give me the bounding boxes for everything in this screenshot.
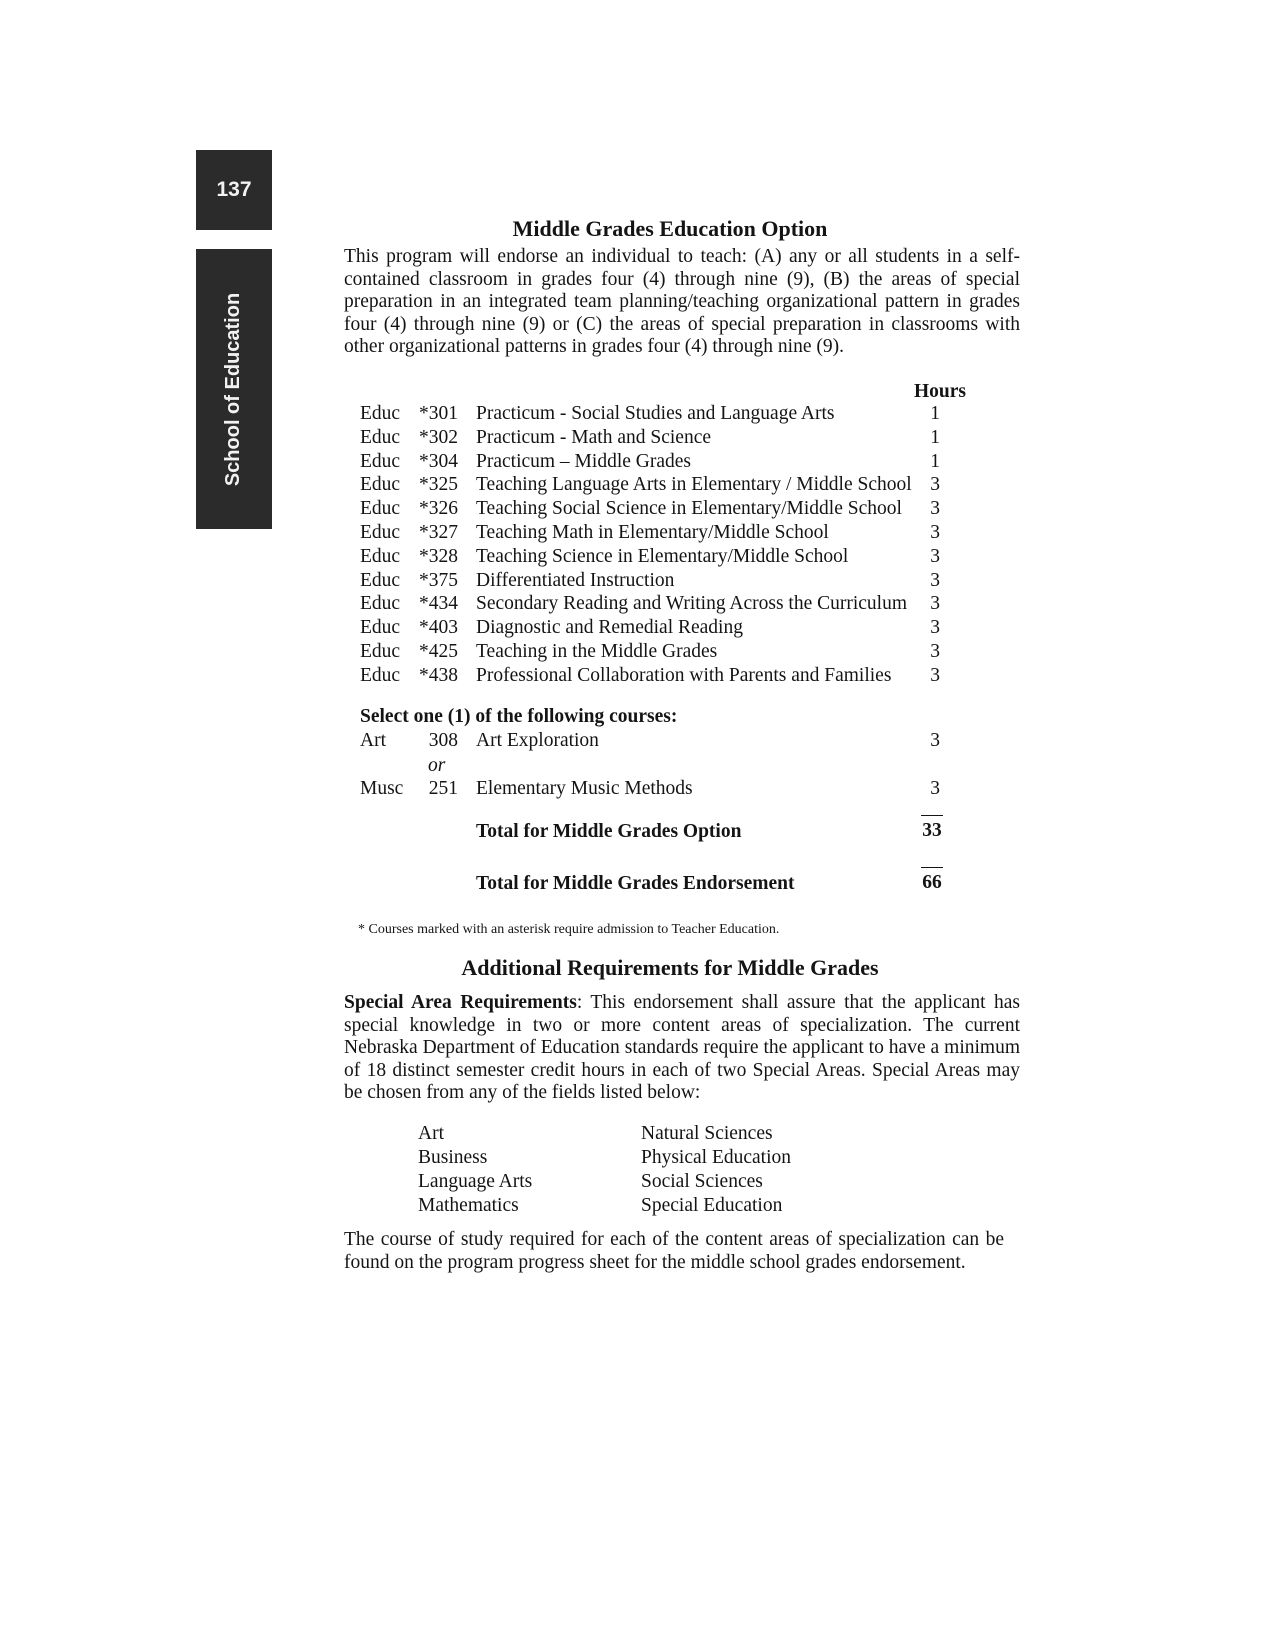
course-hours: 3	[930, 498, 940, 520]
course-title: Teaching Social Science in Elementary/Middle School	[476, 498, 902, 520]
total-option-value	[918, 815, 946, 842]
course-title: Professional Collaboration with Parents and Families	[476, 664, 892, 686]
course-number: *403	[419, 617, 458, 639]
course-hours: 1	[930, 403, 940, 424]
additional-heading: Additional Requirements for Middle Grades	[461, 955, 879, 980]
special-area-text: : This endorsement shall assure that the applicant has special knowledge in two or more content areas of specialization. The current Nebraska Department of Education standards require the applicant to have a minimum of 18 distinct semester credit hours in each of two Special Areas. Special Areas may be chosen from any of the fields listed below:	[344, 992, 1020, 1103]
page-number-tab	[196, 150, 272, 230]
course-number: *434	[419, 593, 458, 615]
course-hours: 3	[930, 730, 940, 751]
course-number: *438	[419, 664, 458, 686]
area-item: Natural Sciences	[641, 1123, 773, 1144]
course-dept: Educ	[360, 641, 401, 662]
area-item: Mathematics	[418, 1195, 519, 1216]
special-area-lead: Special Area Requirements	[344, 992, 577, 1013]
areas-left-column	[418, 1122, 532, 1218]
course-title: Practicum - Social Studies and Language Arts	[476, 403, 835, 424]
course-dept: Educ	[360, 498, 401, 520]
course-title: Elementary Music Methods	[476, 778, 693, 799]
course-title: Differentiated Instruction	[476, 569, 675, 591]
or-separator: or	[428, 755, 446, 776]
section-tab	[196, 249, 272, 529]
course-title: Teaching Math in Elementary/Middle School	[476, 522, 829, 543]
areas-right-column	[641, 1122, 791, 1218]
area-item: Business	[418, 1147, 488, 1168]
course-hours: 3	[930, 641, 940, 662]
asterisk-footnote: * Courses marked with an asterisk require admission to Teacher Education.	[358, 922, 780, 937]
course-dept: Art	[360, 730, 386, 751]
total-endorsement-label: Total for Middle Grades Endorsement	[476, 873, 795, 894]
course-number: 251	[428, 778, 458, 799]
area-item: Special Education	[641, 1195, 783, 1216]
course-number: *327	[419, 522, 458, 543]
course-dept: Educ	[360, 426, 401, 448]
course-hours: 3	[930, 569, 940, 591]
page-number: 137	[216, 178, 252, 201]
course-number: *425	[419, 641, 458, 662]
course-number: *301	[419, 403, 458, 424]
select-one-heading: Select one (1) of the following courses:	[360, 706, 678, 727]
course-dept: Educ	[360, 450, 401, 472]
course-number: *375	[419, 569, 458, 591]
course-dept: Educ	[360, 522, 401, 543]
course-title: Teaching Science in Elementary/Middle School	[476, 545, 849, 567]
course-title: Diagnostic and Remedial Reading	[476, 617, 743, 639]
course-hours: 3	[930, 545, 940, 567]
total-option-number: 33	[922, 820, 942, 841]
course-dept: Educ	[360, 474, 401, 496]
course-dept: Educ	[360, 593, 401, 615]
course-hours: 3	[930, 474, 940, 496]
intro-paragraph: This program will endorse an individual to teach: (A) any or all students in a self-contained classroom in grades four (4) through nine (9), (B) the areas of special preparation in an integrated team planning/teaching organizational pattern in grades four (4) through nine (9) or (C) the areas of special preparation in classrooms with other organizational patterns in grades four (4) through nine (9).	[344, 246, 1020, 357]
total-option-label: Total for Middle Grades Option	[476, 821, 742, 842]
course-title: Practicum - Math and Science	[476, 426, 711, 448]
page-heading: Middle Grades Education Option	[512, 216, 828, 241]
course-hours: 1	[930, 426, 940, 448]
course-dept: Educ	[360, 545, 401, 567]
closing-paragraph: The course of study required for each of the content areas of specialization can be found on the program progress sheet for the middle school grades endorsement.	[344, 1229, 1004, 1273]
section-tab-label: School of Education	[222, 292, 245, 486]
area-item: Social Sciences	[641, 1171, 763, 1192]
hours-column-header: Hours	[913, 381, 966, 402]
area-item: Physical Education	[641, 1147, 792, 1168]
total-endorsement-value	[918, 867, 946, 894]
course-number: *304	[419, 450, 458, 472]
course-title: Teaching Language Arts in Elementary / Middle School	[476, 474, 912, 496]
course-hours: 3	[930, 664, 940, 686]
course-dept: Educ	[360, 617, 401, 639]
course-dept: Musc	[360, 778, 404, 799]
course-number: *325	[419, 474, 458, 496]
area-item: Art	[418, 1123, 444, 1144]
course-number: 308	[428, 730, 458, 751]
course-hours: 3	[930, 593, 940, 615]
course-dept: Educ	[360, 664, 401, 686]
course-title: Practicum – Middle Grades	[476, 450, 691, 472]
area-item: Language Arts	[418, 1171, 533, 1192]
course-dept: Educ	[360, 569, 401, 591]
course-dept: Educ	[360, 403, 401, 424]
course-number: *328	[419, 545, 458, 567]
special-area-paragraph	[344, 992, 1020, 1105]
total-endorsement-number: 66	[922, 872, 942, 893]
course-hours: 3	[930, 522, 940, 543]
course-number: *326	[419, 498, 458, 520]
course-hours: 1	[930, 450, 940, 472]
course-title: Secondary Reading and Writing Across the Curriculum	[476, 593, 908, 615]
course-hours: 3	[930, 778, 940, 799]
course-title: Teaching in the Middle Grades	[476, 641, 718, 662]
course-number: *302	[419, 426, 458, 448]
course-title: Art Exploration	[476, 730, 599, 751]
course-hours: 3	[930, 617, 940, 639]
